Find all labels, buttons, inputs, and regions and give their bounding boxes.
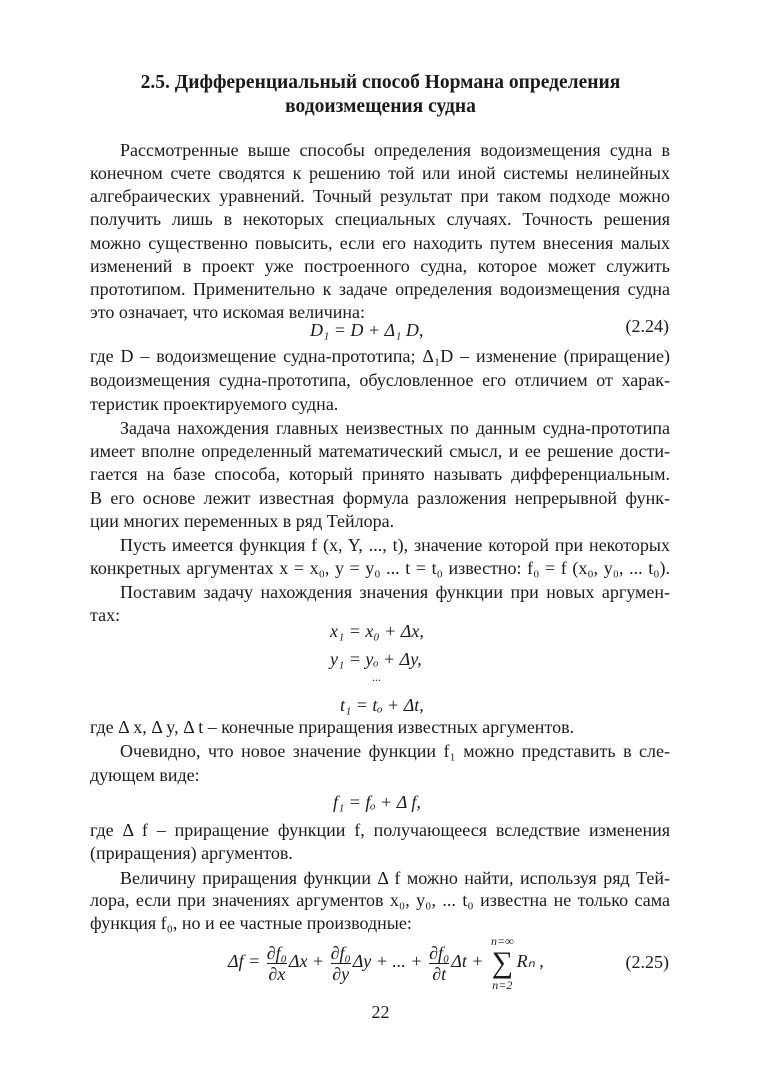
fraction-df-dx [267, 943, 287, 984]
text-line: где Δ f – приращение функции f, получающееся вследствие изменения [90, 820, 670, 840]
equation-number-2-25: (2.25) [625, 952, 669, 972]
text-line: Величину приращения функции Δ f можно найти, используя ряд Тей- [120, 868, 670, 888]
text-line: дующем виде: [90, 765, 200, 785]
numerator: ∂f₀ [330, 942, 351, 963]
text-line: ции многих переменных в ряд Тейлора. [90, 511, 395, 531]
equation-t1: t₁ = tₒ + Δt, [340, 695, 424, 715]
text-line: алгебраических уравнений. Точный результат при таком подходе можно [90, 186, 670, 206]
sigma-symbol: ∑ [491, 946, 513, 979]
text-line: имеет вполне определенный математический смысл, и ее решение дости- [90, 441, 670, 461]
sum-upper-limit: n=∞ [490, 934, 514, 948]
equation-2-24: D₁ = D + Δ₁ D, [310, 320, 424, 340]
text-line: функция f₀, но и ее частные производные: [90, 913, 412, 933]
text-line: Задача нахождения главных неизвестных по данным судна-прототипа [120, 418, 670, 438]
summation [491, 934, 514, 992]
equation-x1: x₁ = x₀ + Δx, [330, 621, 424, 641]
text-line: гается на базе способа, который принято называть дифференциальным. [90, 464, 670, 484]
section-title-line-2: водоизмещения судна [285, 96, 476, 117]
equation-y1: y₁ = yₒ + Δy, [330, 649, 422, 669]
fraction-df-dy [331, 943, 351, 984]
eq-lhs: Δf = [228, 951, 261, 972]
text-line: Пусть имеется функция f (x, Y, ..., t), значение которой при некоторых [120, 535, 670, 555]
eq-term: Rₙ , [516, 951, 544, 972]
equation-number-2-24: (2.24) [625, 316, 669, 336]
eq-term: Δt + [451, 951, 484, 972]
text-line: теристик проектируемого судна. [90, 394, 339, 414]
eq-term: Δy + ... + [352, 951, 423, 972]
text-line: конечном счете сводятся к решению той или иной системы нелинейных [90, 163, 670, 183]
denominator: ∂x [268, 963, 286, 984]
text-line: лора, если при значениях аргументов x₀, y₀, ... t₀ известна не только сама [90, 890, 670, 910]
text-line: Поставим задачу нахождения значения функции при новых аргумен- [120, 582, 670, 602]
equation-ellipsis: ... [372, 670, 381, 684]
page-number: 22 [371, 1002, 390, 1022]
text-line: получить лишь в некоторых специальных случаях. Точность решения [90, 209, 670, 229]
text-line: изменений в проект уже построенного судна, которое может служить [90, 256, 670, 276]
numerator: ∂f₀ [429, 942, 450, 963]
equation-2-25 [228, 934, 544, 992]
numerator: ∂f₀ [266, 942, 287, 963]
text-line: это означает, что искомая величина: [90, 302, 366, 322]
text-line: Рассмотренные выше способы определения водоизмещения судна в [120, 140, 670, 160]
text-line: В его основе лежит известная формула разложения непрерывной функ- [90, 488, 670, 508]
denominator: ∂t [432, 963, 447, 984]
fraction-df-dt [429, 943, 449, 984]
text-line: тах: [90, 605, 121, 625]
eq-term: Δx + [288, 951, 325, 972]
text-line: где D – водоизмещение судна-прототипа; Δ₁D – изменение (приращение) [90, 346, 670, 366]
text-line: где Δ x, Δ y, Δ t – конечные приращения известных аргументов. [90, 717, 575, 737]
text-line: водоизмещения судна-прототипа, обусловленное его отличием от харак- [90, 370, 670, 390]
denominator: ∂y [332, 963, 350, 984]
text-line: Очевидно, что новое значение функции f₁ можно представить в сле- [120, 741, 670, 761]
section-title-line-1: 2.5. Дифференциальный способ Нормана определения [140, 72, 621, 93]
text-line: можно существенно повысить, если его находить путем внесения малых [90, 233, 670, 253]
text-line: прототипом. Применительно к задаче определения водоизмещения судна [90, 279, 670, 299]
equation-f1: f₁ = fₒ + Δ f, [333, 792, 421, 812]
sum-lower-limit: n=2 [492, 978, 513, 992]
text-line: конкретных аргументах x = x₀, y = y₀ ... t = t₀ известно: f₀ = f (x₀, y₀, ... t₀). [90, 558, 670, 578]
text-line: (приращения) аргументов. [90, 843, 293, 863]
